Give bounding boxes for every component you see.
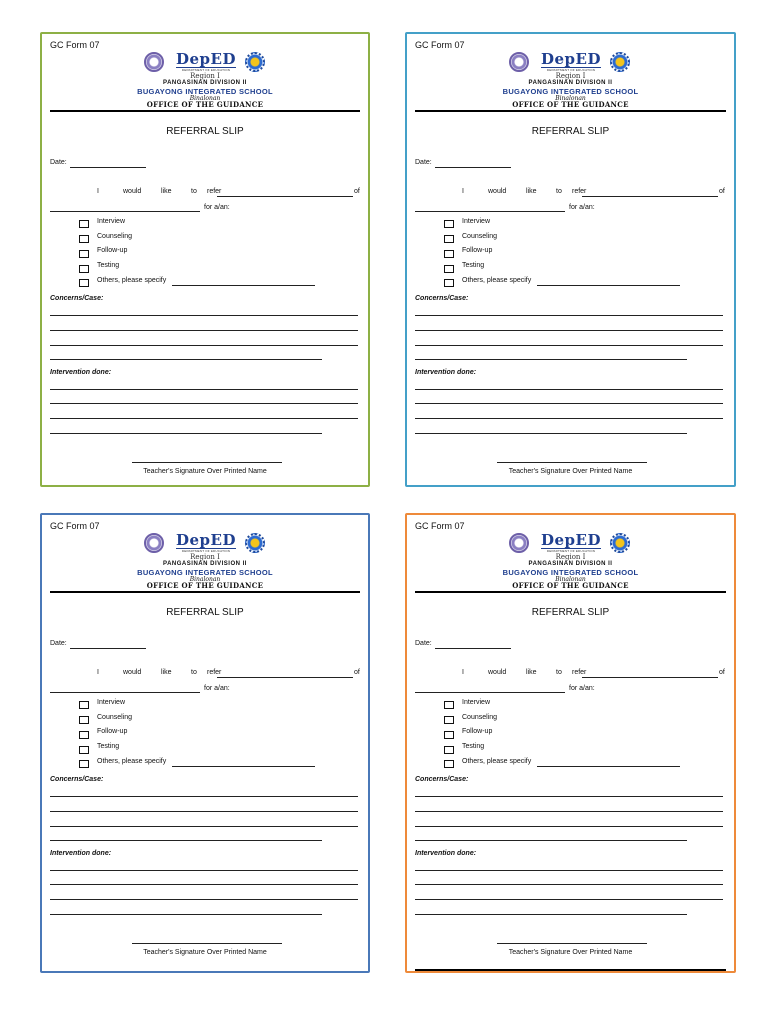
date-field[interactable]: [70, 167, 146, 168]
office-name: OFFICE OF THE GUIDANCE: [512, 100, 629, 109]
testing-label: Testing: [97, 262, 120, 269]
school-location: Binalonan: [555, 576, 586, 583]
school-location: Binalonan: [189, 576, 221, 583]
others-specify-field[interactable]: [172, 285, 315, 286]
others-checkbox[interactable]: [444, 279, 454, 287]
deped-logo-subtext: DEPARTMENT OF EDUCATION: [176, 67, 236, 72]
deped-logo: [535, 532, 607, 553]
signature-line[interactable]: [132, 943, 282, 944]
office-name: OFFICE OF THE GUIDANCE: [512, 581, 629, 590]
deped-logo-text: DepED: [176, 50, 236, 68]
date-label: Date:: [50, 640, 67, 647]
deped-seal-icon: [509, 52, 529, 72]
header-divider: [50, 110, 360, 112]
refer-word-1: I: [462, 669, 464, 676]
others-label: Others, please specify: [97, 277, 167, 284]
deped-logo: [170, 532, 242, 553]
concerns-label: Concerns/Case:: [50, 776, 104, 783]
school-name: BUGAYONG INTEGRATED SCHOOL: [137, 568, 273, 577]
refer-word-1: I: [97, 188, 99, 195]
slip-title: REFERRAL SLIP: [166, 607, 244, 618]
intervention-label: Intervention done:: [415, 850, 477, 857]
concerns-line-2[interactable]: [415, 330, 723, 331]
grade-section-field[interactable]: [415, 692, 565, 693]
follow-up-checkbox[interactable]: [444, 250, 454, 258]
signature-line[interactable]: [497, 943, 647, 944]
concerns-line-2[interactable]: [415, 811, 723, 812]
concerns-label: Concerns/Case:: [415, 295, 469, 302]
concerns-line-1[interactable]: [50, 315, 358, 316]
interview-checkbox[interactable]: [444, 701, 454, 709]
signature-label: Teacher's Signature Over Printed Name: [143, 468, 267, 475]
testing-label: Testing: [462, 743, 485, 750]
bagong-pilipinas-seal-icon: [245, 533, 265, 553]
refer-word-4: to: [556, 669, 562, 676]
intervention-line-3[interactable]: [415, 418, 723, 419]
testing-label: Testing: [462, 262, 485, 269]
testing-checkbox[interactable]: [444, 746, 454, 754]
student-name-field[interactable]: [582, 196, 718, 197]
concerns-line-4[interactable]: [50, 840, 322, 841]
refer-word-4: to: [191, 188, 197, 195]
office-name: OFFICE OF THE GUIDANCE: [146, 100, 264, 109]
division-label: PANGASINAN DIVISION II: [528, 80, 613, 86]
refer-word-3: like: [161, 188, 172, 195]
date-field[interactable]: [435, 167, 511, 168]
testing-checkbox[interactable]: [79, 746, 89, 754]
date-field[interactable]: [70, 648, 146, 649]
concerns-line-3[interactable]: [50, 826, 358, 827]
follow-up-checkbox[interactable]: [79, 250, 89, 258]
for-label: for a/an:: [204, 204, 230, 211]
intervention-line-2[interactable]: [50, 403, 358, 404]
referral-slip-4: [405, 513, 736, 973]
counseling-checkbox[interactable]: [444, 716, 454, 724]
refer-word-3: like: [526, 669, 537, 676]
counseling-checkbox[interactable]: [79, 235, 89, 243]
signature-line[interactable]: [132, 462, 282, 463]
testing-label: Testing: [97, 743, 120, 750]
refer-word-2: would: [123, 669, 142, 676]
region-label: Region I: [190, 72, 220, 80]
date-label: Date:: [415, 159, 432, 166]
refer-word-4: to: [191, 669, 197, 676]
of-label: of: [719, 669, 725, 676]
school-location: Binalonan: [555, 95, 586, 102]
header-divider: [415, 591, 726, 593]
others-specify-field[interactable]: [537, 766, 680, 767]
date-label: Date:: [50, 159, 67, 166]
for-label: for a/an:: [569, 204, 595, 211]
others-label: Others, please specify: [97, 758, 167, 765]
counseling-label: Counseling: [97, 233, 133, 240]
signature-label: Teacher's Signature Over Printed Name: [143, 949, 267, 956]
others-label: Others, please specify: [462, 277, 532, 284]
student-name-field[interactable]: [217, 196, 353, 197]
others-specify-field[interactable]: [537, 285, 680, 286]
footer-rule: [415, 969, 726, 971]
division-label: PANGASINAN DIVISION II: [163, 80, 247, 86]
school-location: Binalonan: [189, 95, 221, 102]
student-name-field[interactable]: [582, 677, 718, 678]
others-checkbox[interactable]: [79, 760, 89, 768]
others-checkbox[interactable]: [444, 760, 454, 768]
interview-checkbox[interactable]: [79, 220, 89, 228]
header-divider: [50, 591, 360, 593]
follow-up-label: Follow-up: [462, 728, 493, 735]
office-name: OFFICE OF THE GUIDANCE: [146, 581, 264, 590]
slip-title: REFERRAL SLIP: [531, 126, 610, 137]
interview-checkbox[interactable]: [444, 220, 454, 228]
form-code: GC Form 07: [50, 40, 100, 50]
form-code: GC Form 07: [50, 521, 100, 531]
refer-word-3: like: [526, 188, 537, 195]
deped-logo-subtext: DEPARTMENT OF EDUCATION: [541, 67, 601, 72]
refer-word-2: would: [488, 188, 507, 195]
for-label: for a/an:: [204, 685, 230, 692]
refer-word-2: would: [123, 188, 142, 195]
testing-checkbox[interactable]: [444, 265, 454, 273]
concerns-line-4[interactable]: [415, 840, 687, 841]
date-label: Date:: [415, 640, 432, 647]
header-divider: [415, 110, 726, 112]
others-specify-field[interactable]: [172, 766, 315, 767]
bagong-pilipinas-seal-icon: [610, 533, 630, 553]
deped-logo-text: DepED: [176, 531, 236, 549]
intervention-line-1[interactable]: [50, 870, 358, 871]
school-name: BUGAYONG INTEGRATED SCHOOL: [137, 87, 273, 96]
counseling-label: Counseling: [462, 714, 498, 721]
refer-word-5: refer: [572, 669, 587, 676]
intervention-line-4[interactable]: [415, 433, 687, 434]
bagong-pilipinas-seal-icon: [610, 52, 630, 72]
region-label: Region I: [190, 553, 220, 561]
intervention-line-2[interactable]: [50, 884, 358, 885]
counseling-checkbox[interactable]: [444, 235, 454, 243]
deped-logo-subtext: DEPARTMENT OF EDUCATION: [541, 548, 601, 553]
follow-up-label: Follow-up: [97, 247, 128, 254]
deped-seal-icon: [144, 52, 164, 72]
interview-label: Interview: [97, 699, 126, 706]
intervention-line-1[interactable]: [415, 870, 723, 871]
region-label: Region I: [555, 72, 586, 80]
school-name: BUGAYONG INTEGRATED SCHOOL: [502, 568, 639, 577]
intervention-line-2[interactable]: [415, 403, 723, 404]
intervention-line-3[interactable]: [50, 899, 358, 900]
follow-up-label: Follow-up: [97, 728, 128, 735]
refer-word-4: to: [556, 188, 562, 195]
counseling-label: Counseling: [97, 714, 133, 721]
others-label: Others, please specify: [462, 758, 532, 765]
signature-line[interactable]: [497, 462, 647, 463]
for-label: for a/an:: [569, 685, 595, 692]
slip-title: REFERRAL SLIP: [166, 126, 244, 137]
bagong-pilipinas-seal-icon: [245, 52, 265, 72]
concerns-line-2[interactable]: [50, 811, 358, 812]
follow-up-checkbox[interactable]: [79, 731, 89, 739]
concerns-line-4[interactable]: [50, 359, 322, 360]
refer-word-1: I: [97, 669, 99, 676]
of-label: of: [719, 188, 725, 195]
counseling-checkbox[interactable]: [79, 716, 89, 724]
grade-section-field[interactable]: [415, 211, 565, 212]
interview-label: Interview: [97, 218, 126, 225]
signature-label: Teacher's Signature Over Printed Name: [508, 949, 633, 956]
deped-logo: [170, 51, 242, 72]
refer-word-5: refer: [207, 669, 222, 676]
deped-logo-subtext: DEPARTMENT OF EDUCATION: [176, 548, 236, 553]
intervention-line-4[interactable]: [415, 914, 687, 915]
others-checkbox[interactable]: [79, 279, 89, 287]
follow-up-label: Follow-up: [462, 247, 493, 254]
referral-slip-2: [405, 32, 736, 487]
concerns-label: Concerns/Case:: [415, 776, 469, 783]
counseling-label: Counseling: [462, 233, 498, 240]
interview-label: Interview: [462, 699, 491, 706]
intervention-line-4[interactable]: [50, 433, 322, 434]
intervention-line-4[interactable]: [50, 914, 322, 915]
refer-word-2: would: [488, 669, 507, 676]
student-name-field[interactable]: [217, 677, 353, 678]
interview-label: Interview: [462, 218, 491, 225]
refer-word-1: I: [462, 188, 464, 195]
concerns-label: Concerns/Case:: [50, 295, 104, 302]
intervention-line-3[interactable]: [50, 418, 358, 419]
refer-word-5: refer: [572, 188, 587, 195]
follow-up-checkbox[interactable]: [444, 731, 454, 739]
concerns-line-1[interactable]: [415, 315, 723, 316]
refer-word-3: like: [161, 669, 172, 676]
refer-word-5: refer: [207, 188, 222, 195]
slip-title: REFERRAL SLIP: [531, 607, 610, 618]
intervention-label: Intervention done:: [50, 850, 112, 857]
deped-logo-text: DepED: [541, 50, 601, 68]
intervention-line-2[interactable]: [415, 884, 723, 885]
referral-slip-1: [40, 32, 370, 487]
form-code: GC Form 07: [415, 521, 465, 531]
division-label: PANGASINAN DIVISION II: [163, 561, 247, 567]
deped-seal-icon: [509, 533, 529, 553]
intervention-line-1[interactable]: [50, 389, 358, 390]
intervention-label: Intervention done:: [415, 369, 477, 376]
concerns-line-1[interactable]: [50, 796, 358, 797]
concerns-line-1[interactable]: [415, 796, 723, 797]
grade-section-field[interactable]: [50, 692, 200, 693]
concerns-line-3[interactable]: [50, 345, 358, 346]
interview-checkbox[interactable]: [79, 701, 89, 709]
concerns-line-4[interactable]: [415, 359, 687, 360]
of-label: of: [354, 669, 360, 676]
deped-logo: [535, 51, 607, 72]
concerns-line-3[interactable]: [415, 345, 723, 346]
deped-seal-icon: [144, 533, 164, 553]
intervention-label: Intervention done:: [50, 369, 112, 376]
concerns-line-2[interactable]: [50, 330, 358, 331]
grade-section-field[interactable]: [50, 211, 200, 212]
intervention-line-1[interactable]: [415, 389, 723, 390]
date-field[interactable]: [435, 648, 511, 649]
division-label: PANGASINAN DIVISION II: [528, 561, 613, 567]
region-label: Region I: [555, 553, 586, 561]
intervention-line-3[interactable]: [415, 899, 723, 900]
concerns-line-3[interactable]: [415, 826, 723, 827]
signature-label: Teacher's Signature Over Printed Name: [508, 468, 633, 475]
deped-logo-text: DepED: [541, 531, 601, 549]
form-code: GC Form 07: [415, 40, 465, 50]
referral-slip-3: [40, 513, 370, 973]
of-label: of: [354, 188, 360, 195]
testing-checkbox[interactable]: [79, 265, 89, 273]
school-name: BUGAYONG INTEGRATED SCHOOL: [502, 87, 639, 96]
